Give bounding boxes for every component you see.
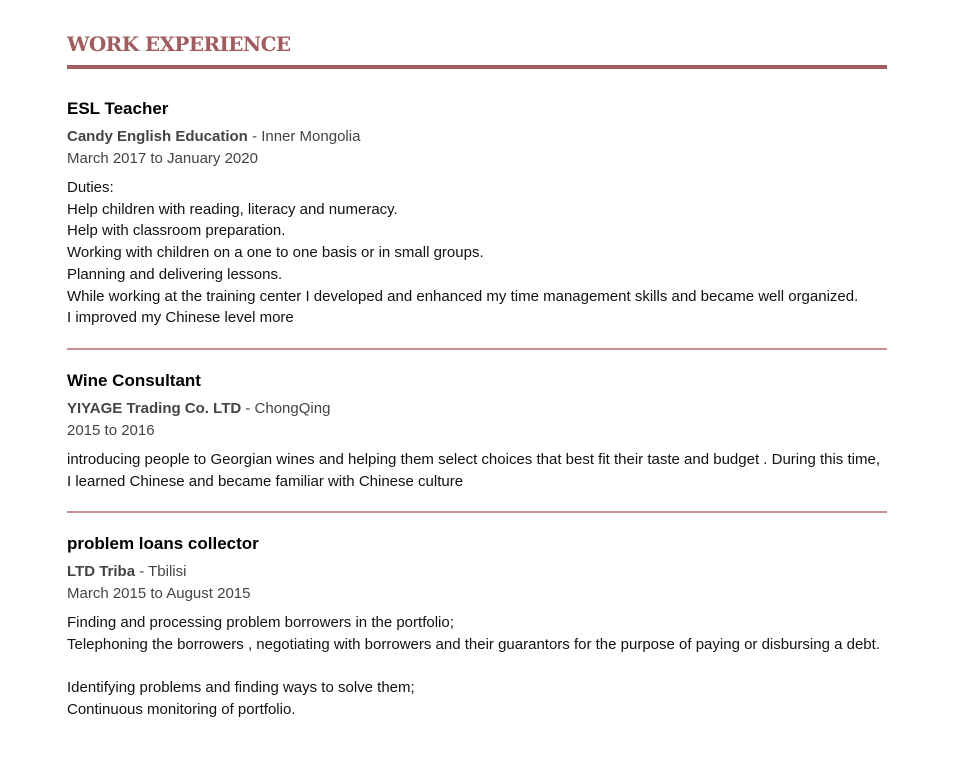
job-location: Tbilisi: [148, 563, 187, 581]
job-location: ChongQing: [254, 399, 331, 417]
description-line: Help with classroom preparation.: [67, 222, 286, 240]
description-line: Duties:: [67, 179, 114, 196]
job-title: problem loans collector: [67, 534, 259, 554]
job-title: Wine Consultant: [67, 370, 201, 390]
description-blank-line: [67, 656, 887, 678]
job-description: [67, 612, 887, 721]
description-line: Finding and processing problem borrowers in the portfolio;: [67, 614, 454, 632]
description-line: Telephoning the borrowers , negotiating with borrowers and their guarantors for the purpose of paying or disbursing a debt.: [67, 636, 880, 654]
job-title: ESL Teacher: [67, 99, 169, 118]
company-line: [67, 561, 887, 583]
job-dates: March 2017 to January 2020: [67, 150, 258, 167]
job-description: [67, 177, 887, 329]
description-line: Planning and delivering lessons.: [67, 265, 283, 283]
description-line: I improved my Chinese level more: [67, 309, 294, 327]
description-line: Working with children on a one to one basis or in small groups.: [67, 244, 484, 262]
company-line: [67, 398, 887, 420]
job-location: Inner Mongolia: [261, 128, 361, 145]
description-line: Continuous monitoring of portfolio.: [67, 701, 296, 719]
job-entry: [67, 513, 887, 721]
description-line: Identifying problems and finding ways to solve them;: [67, 679, 415, 697]
company-line: [67, 126, 887, 148]
description-line: While working at the training center I developed and enhanced my time management skills and became well organized.: [67, 287, 859, 305]
company-name: Candy English Education: [67, 128, 248, 145]
description-line: introducing people to Georgian wines and helping them select choices that best fit their taste and budget . During this time,: [67, 450, 880, 468]
company-name: LTD Triba: [67, 563, 136, 581]
section-title: WORK EXPERIENCE: [67, 32, 291, 56]
job-dates: March 2015 to August 2015: [67, 585, 251, 603]
description-line: I learned Chinese and became familiar with Chinese culture: [67, 472, 464, 490]
company-name: YIYAGE Trading Co. LTD: [67, 399, 242, 417]
job-description: [67, 449, 887, 492]
job-entry: [67, 69, 887, 350]
company-separator: -: [135, 563, 149, 581]
job-dates: 2015 to 2016: [67, 421, 155, 439]
description-line: Help children with reading, literacy and numeracy.: [67, 200, 398, 218]
company-separator: -: [241, 399, 255, 417]
company-separator: -: [247, 128, 262, 145]
job-entry: [67, 350, 887, 513]
